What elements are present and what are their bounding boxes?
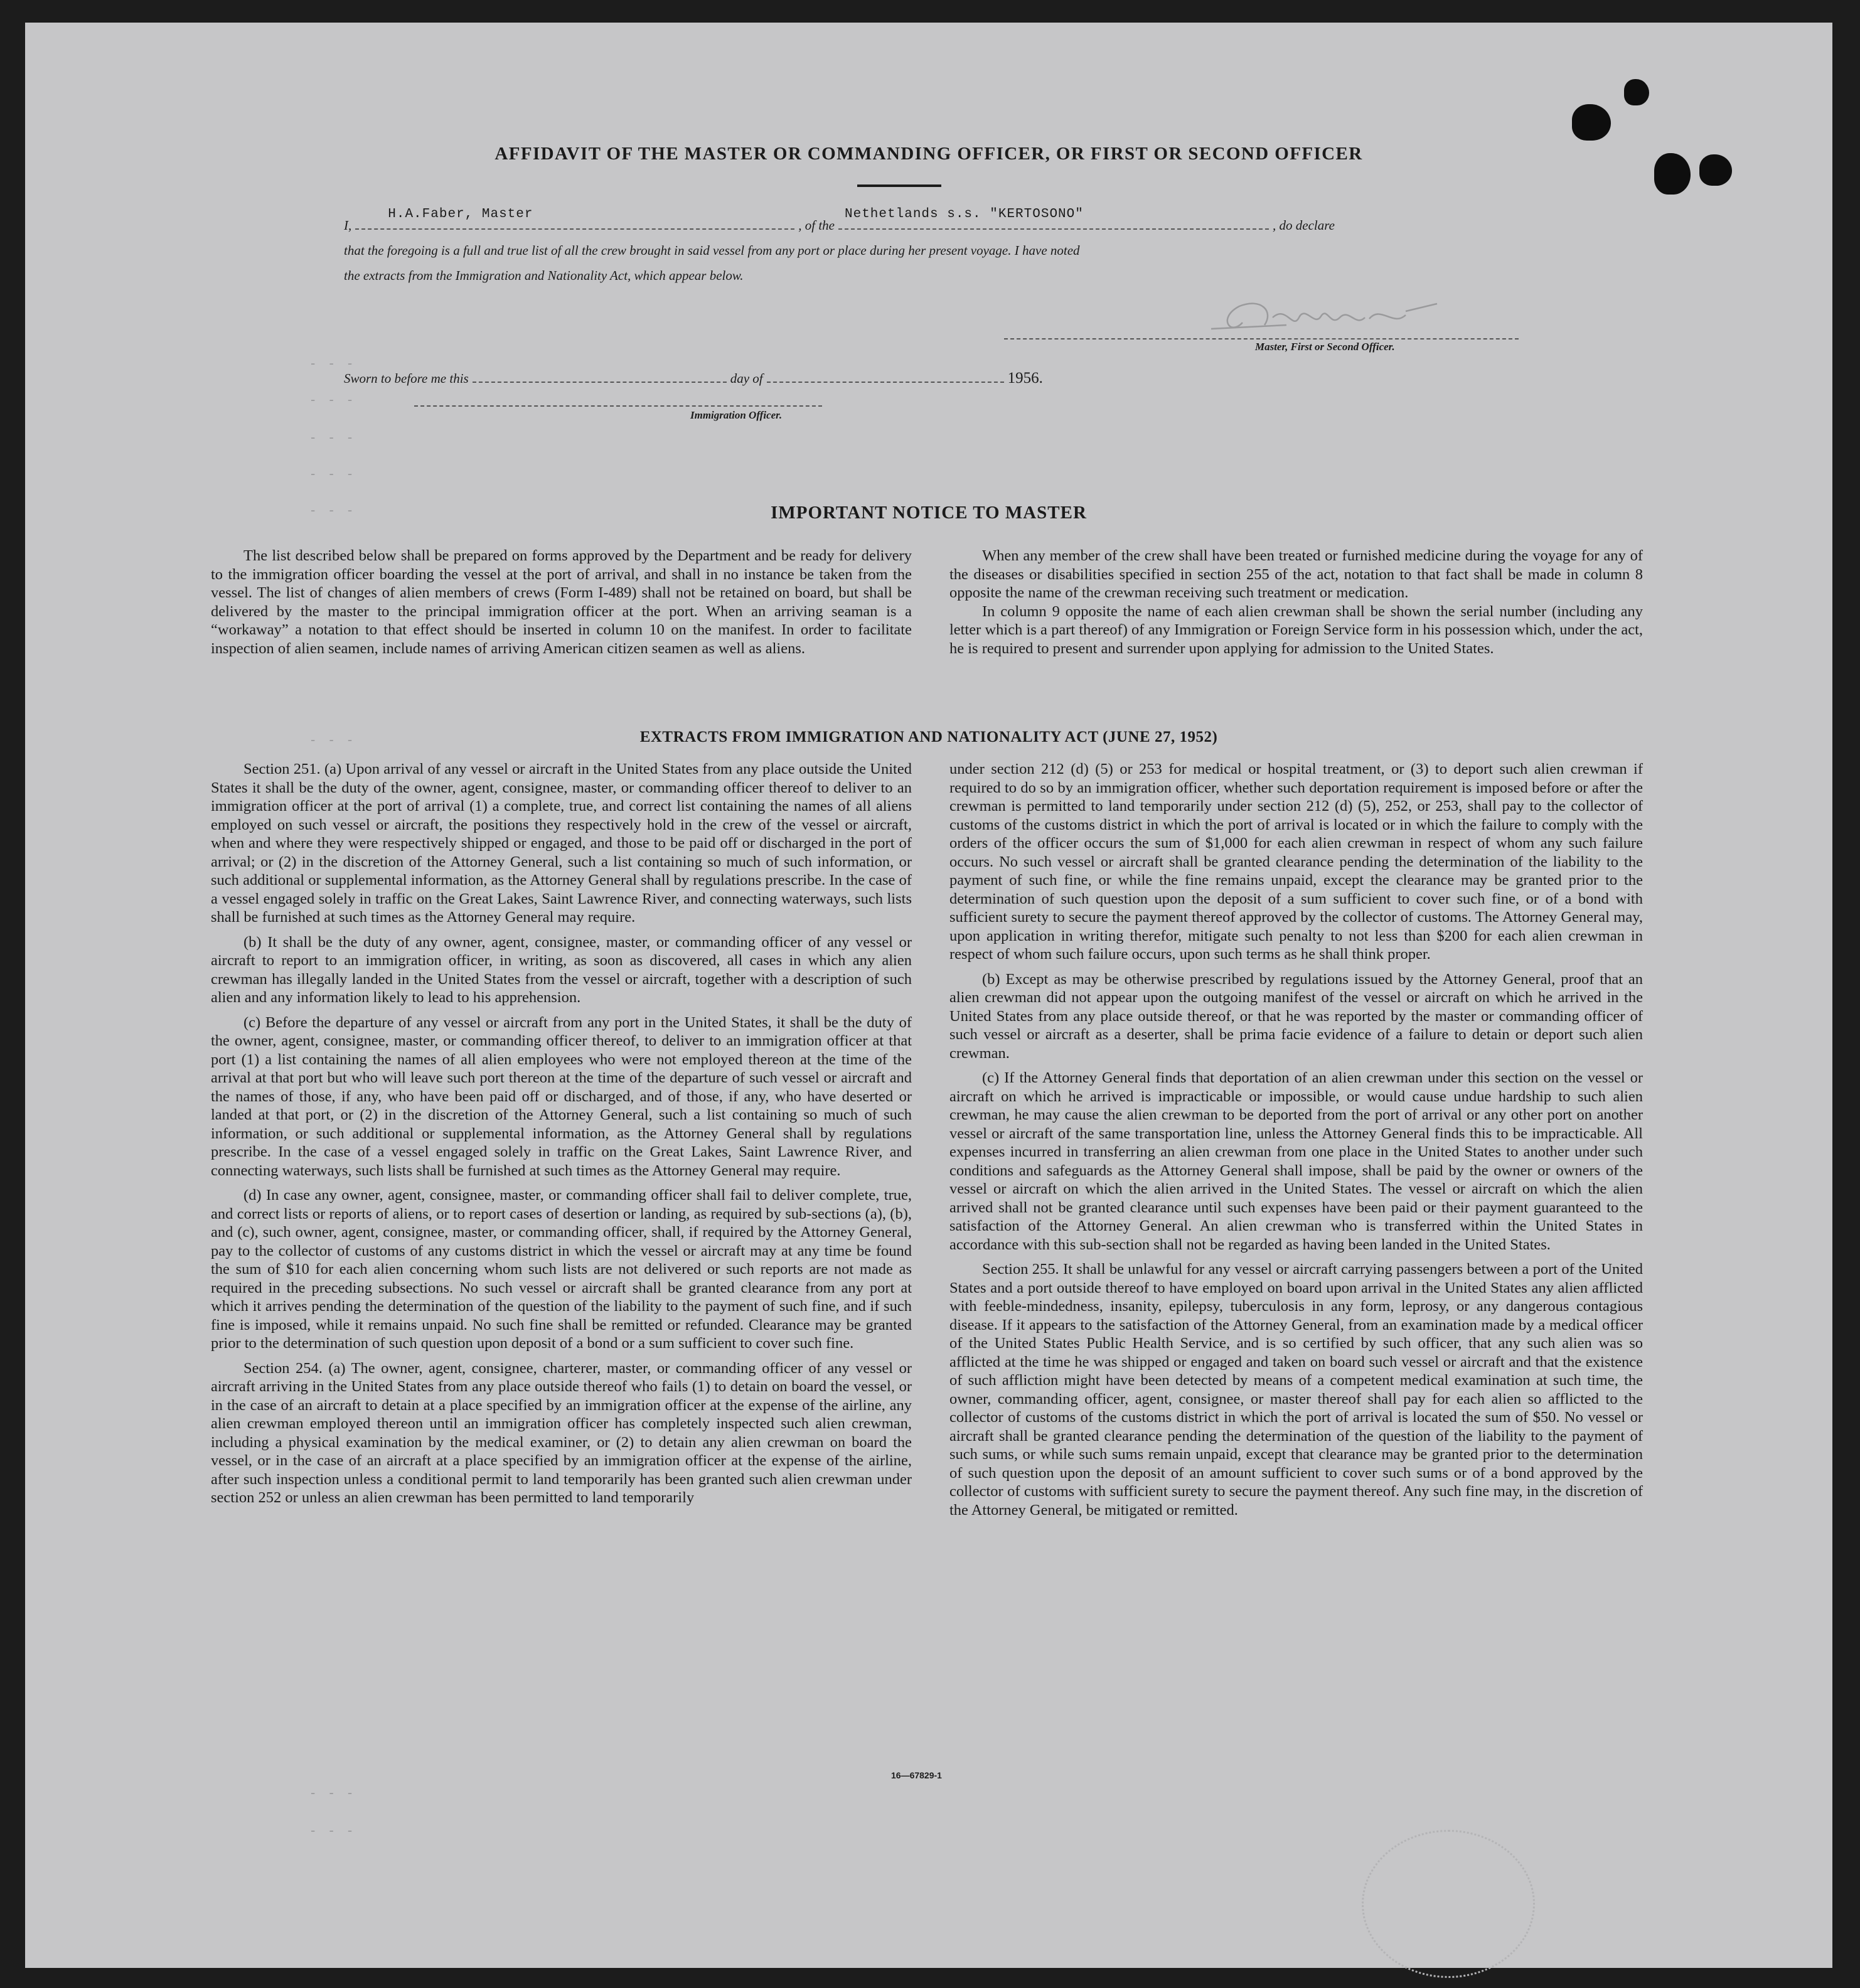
extracts-right-column xyxy=(949,760,1643,1526)
statute-paragraph: (c) If the Attorney General finds that deportation of an alien crewman under this section on the vessel or aircraft on which he arrived is impracticable or impossible, or would cause undue hardship to such alien crewman, he may cause the alien crewman to be deported from the port of arrival or any other port on another vessel or aircraft of the same transportation line, unless the Attorney General finds this to be impracticable. All expenses incurred in transferring an alien crewman from one place in the United States to another under such conditions and safeguards as the Attorney General shall impose, shall be paid by the owner or owners of the vessel or aircraft on which the alien arrived in the United States. The vessel or aircraft on which the alien arrived shall not be granted clearance until such expenses have been paid or their payment guaranteed to the satisfaction of the Attorney General. An alien crewman who is transferred within the United States in accordance with this sub-section shall not be regarded as having been landed in the United States. xyxy=(949,1069,1643,1253)
faint-stamp-mark xyxy=(1362,1830,1535,1978)
master-signature-line[interactable] xyxy=(1004,338,1519,339)
bleed-through-marks: - - - xyxy=(311,1822,358,1838)
statute-paragraph: (d) In case any owner, agent, consignee, master, or commanding officer shall fail to deliver complete, true, and correct lists or reports of aliens, or to report cases of desertion or landing, as required by sub-sections (a), (b), and (c), such owner, agent, consignee, master, or commanding officer, shall, if required by the Attorney General, pay to the collector of customs of any customs district in which the vessel or aircraft may at any time be found the sum of $10 for each alien concerning whom such lists are not delivered or such reports are not made as required in the preceding subsections. No such vessel or aircraft shall be granted clearance from any port at which it arrives pending the determination of the question of the liability to the payment of such fine, and if such fine is imposed, while it remains unpaid. No such fine shall be remitted or refunded. Clearance may be granted prior to the determination of such question upon deposit of a bond or a sum sufficient to cover such fine. xyxy=(211,1187,912,1352)
statute-paragraph: Section 255. It shall be unlawful for any vessel or aircraft carrying passengers between a port of the United States and a port outside thereof to have employed on board upon arrival in the United States any alien afflicted with feeble-mindedness, insanity, epilepsy, tuberculosis in any form, leprosy, or any dangerous contagious disease. If it appears to the satisfaction of the Attorney General, from an examination made by a medical officer of the United States Public Health Service, and is so certified by such officer, that any such alien was so afflicted at the time he was shipped or engaged and taken on board such vessel or aircraft and that the existence of such affliction might have been detected by means of a competent medical examination at such time, the owner, commanding officer, agent, consignee, or master thereof shall pay for each alien so afflicted to the collector of customs of the customs district in which the port of arrival is located the sum of $50. No vessel or aircraft shall be granted clearance pending the determination of the question of the liability to the payment of such sums, or while such sums remain unpaid, except that clearance may be granted prior to the determination of such question upon the deposit of an amount sufficient to cover such sums or of a bond approved by the collector of customs with sufficient surety to secure the payment thereof. Any such fine may, in the discretion of the Attorney General, be mitigated or remitted. xyxy=(949,1261,1643,1519)
do-declare-label: , do declare xyxy=(1273,218,1335,233)
notice-right-column xyxy=(949,547,1643,664)
handwritten-signature xyxy=(1205,292,1443,343)
signature-caption: Master, First or Second Officer. xyxy=(1255,341,1395,353)
title-underline xyxy=(857,184,941,187)
notice-paragraph: In column 9 opposite the name of each alien crewman shall be shown the serial number (including any letter which is a part thereof) of any Immigration or Foreign Service form in his possession which, under the act, he is required to present and surrender upon applying for admission to the United States. xyxy=(949,602,1643,657)
bleed-through-marks: - - - xyxy=(311,732,358,747)
bleed-through-marks: - - - xyxy=(311,502,358,518)
statute-paragraph: Section 251. (a) Upon arrival of any vessel or aircraft in the United States from any place outside the United States it shall be the duty of the owner, agent, consignee, master, or commanding officer thereof to deliver to an immigration officer at the port of arrival (1) a complete, true, and correct list containing the names of all aliens employed on such vessel or aircraft, the positions they respectively hold in the crew of the vessel or aircraft, when and where they were respectively shipped or engaged, and those to be paid off or discharged in the port of arrival; or (2) in the discretion of the Attorney General, such a list containing so much of such information, or such additional or supplemental information, as the Attorney General shall by regulations prescribe. In the case of a vessel engaged solely in traffic on the Great Lakes, Saint Lawrence River, and connecting waterways, such lists shall be furnished at such times as the Attorney General may require. xyxy=(211,761,912,926)
bleed-through-marks: - - - xyxy=(311,355,358,371)
ink-blot xyxy=(1572,104,1611,141)
sworn-label: Sworn to before me this xyxy=(344,371,469,386)
statute-paragraph: under section 212 (d) (5) or 253 for medical or hospital treatment, or (3) to deport such alien crewman if required to do so by an immigration officer, whether such deportation requirement is imposed before or after the crewman is permitted to land temporarily under section 212 (d) (5), 252, or 253, shall pay to the collector of customs of the customs district in which the port of arrival is located or in which the failure to comply with the orders of the officer occurs the sum of $1,000 for each alien crewman in respect of whom any such failure occurs. No such vessel or aircraft shall be granted clearance pending the determination of the liability to the payment of such fine, or while the fine remains unpaid, except the clearance may be granted prior to the determination of such question upon the deposit of a sum sufficient to cover such fine, or of a bond with sufficient surety to secure the payment thereof approved by the collector of customs. The Attorney General may, upon application in writing therefor, mitigate such penalty to not less than $200 for each alien crewman in respect of whom such failure occurs, upon such terms as he shall think proper. xyxy=(949,761,1643,963)
immigration-officer-caption: Immigration Officer. xyxy=(690,409,783,421)
vessel-name: Nethetlands s.s. "KERTOSONO" xyxy=(842,202,1086,227)
statute-paragraph: (b) Except as may be otherwise prescribed by regulations issued by the Attorney General, proof that an alien crewman did not appear upon the outgoing manifest of the vessel or aircraft on which he arrived in the United States from any place outside thereof, or that he was reported by the master or commanding officer of such vessel or aircraft as a deserter, shall be prima facie evidence of a failure to detain or deport such alien crewman. xyxy=(949,970,1643,1062)
form-number: 16—67829-1 xyxy=(891,1770,942,1780)
extracts-left-column xyxy=(211,760,912,1507)
day-of-label: day of xyxy=(730,371,763,386)
sworn-year: 1956. xyxy=(1007,370,1043,387)
vessel-field[interactable] xyxy=(838,207,1269,230)
master-name-field[interactable] xyxy=(355,207,794,230)
statute-paragraph: Section 254. (a) The owner, agent, consignee, charterer, master, or commanding officer of any vessel or aircraft arriving in the United States from any place outside thereof who fails (1) to detain on board the vessel, or in the case of an aircraft to detain at a place specified by an immigration officer at the expense of the airline, any alien crewman employed thereon until an immigration officer has completely inspected such alien crewman, including a physical examination by the medical examiner, or (2) to detain any alien crewman on board the vessel, or in the case of an aircraft at a place specified by an immigration officer at the expense of the airline, after such inspection unless a conditional permit to land temporarily has been granted such alien crewman under section 252 or unless an alien crewman has been permitted to land temporarily xyxy=(211,1359,912,1506)
i-label: I, xyxy=(344,218,352,233)
statute-paragraph: (b) It shall be the duty of any owner, agent, consignee, master, or commanding officer of any vessel or aircraft to report to an immigration officer, in writing, as soon as discovered, all cases in which any alien crewman has illegally landed in the United States from the vessel or aircraft, together with a description of such alien and any information likely to lead to his apprehension. xyxy=(211,933,912,1006)
notice-title: IMPORTANT NOTICE TO MASTER xyxy=(771,503,1087,523)
master-name: H.A.Faber, Master xyxy=(385,202,535,227)
notice-left-column xyxy=(211,547,912,664)
immigration-officer-signature-line[interactable] xyxy=(414,405,822,407)
notice-paragraph: The list described below shall be prepared on forms approved by the Department and be ready for delivery to the immigration officer boarding the vessel at the port of arrival, and shall in no instance be taken from the vessel. The list of changes of alien members of crews (Form I-489) shall not be retained on board, but shall be delivered by the master to the principal immigration officer at the port. When an arriving seaman is a “workaway” a notation to that effect should be inserted in column 10 on the manifest. In order to facilitate inspection of alien seamen, include names of arriving American citizen seamen as well as aliens. xyxy=(211,547,912,657)
bleed-through-marks: - - - xyxy=(311,466,358,481)
declaration-line-2: that the foregoing is a full and true list of all the crew brought in said vessel from any port or place during her present voyage. I have noted xyxy=(344,243,1080,258)
bleed-through-marks: - - - xyxy=(311,1785,358,1800)
declaration-line-3: the extracts from the Immigration and Nationality Act, which appear below. xyxy=(344,268,744,283)
ink-blot xyxy=(1624,79,1649,105)
statute-paragraph: (c) Before the departure of any vessel or aircraft from any port in the United States, it shall be the duty of the owner, agent, consignee, master, or commanding officer thereof, to deliver to an immigration officer at that port (1) a list containing the names of all alien employees who were not employed thereon at the time of the arrival at that port but who will leave such port thereon at the time of the departure of such vessel or aircraft and the names of those, if any, who have been paid off or discharged, and of those, if any, who have deserted or landed at that port, or (2) in the discretion of the Attorney General, such a list containing so much of such information, or such additional or supplemental information, as the Attorney General shall by regulations prescribe. In the case of a vessel engaged solely in traffic on the Great Lakes, Saint Lawrence River, and connecting waterways, such lists shall be furnished at such times as the Attorney General may require. xyxy=(211,1013,912,1179)
document-page xyxy=(25,23,1832,1968)
bleed-through-marks: - - - xyxy=(311,429,358,445)
sworn-month-field[interactable] xyxy=(767,370,1004,383)
declaration-line-1 xyxy=(344,207,1517,238)
of-the-label: , of the xyxy=(798,218,835,233)
extracts-title: EXTRACTS FROM IMMIGRATION AND NATIONALITY ACT (JUNE 27, 1952) xyxy=(639,729,1218,746)
sworn-line xyxy=(344,370,1172,387)
declaration-block xyxy=(344,207,1517,288)
notice-paragraph: When any member of the crew shall have been treated or furnished medicine during the voyage for any of the diseases or disabilities specified in section 255 of the act, notation to that fact shall be made in column 8 opposite the name of the crewman receiving such treatment or medication. xyxy=(949,547,1643,601)
affidavit-title: AFFIDAVIT OF THE MASTER OR COMMANDING OFFICER, OR FIRST OR SECOND OFFICER xyxy=(494,144,1363,164)
bleed-through-marks: - - - xyxy=(311,392,358,407)
sworn-date-field[interactable] xyxy=(473,370,727,383)
